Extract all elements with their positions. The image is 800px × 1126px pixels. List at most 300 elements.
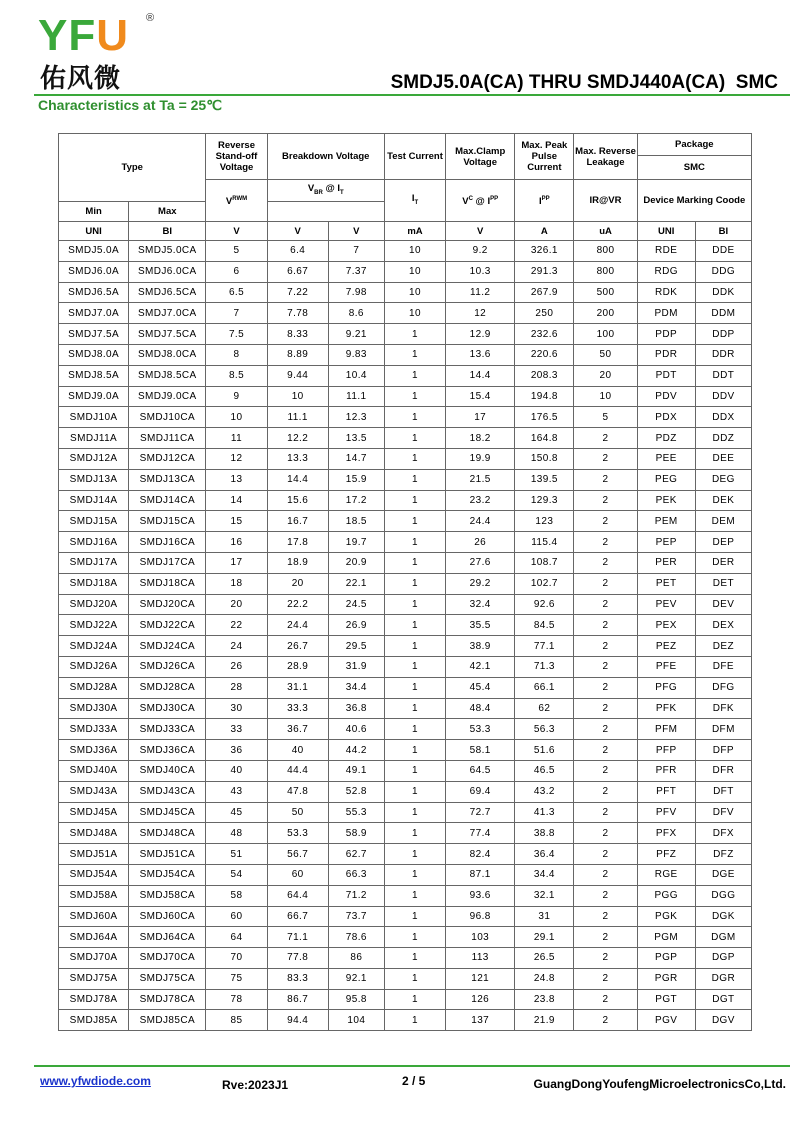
table-cell: DDV [695, 386, 751, 407]
table-cell: 51.6 [515, 740, 574, 761]
table-cell: 20 [574, 365, 637, 386]
table-cell: 35.5 [446, 615, 515, 636]
table-cell: 32.4 [446, 594, 515, 615]
table-cell: 12 [206, 448, 267, 469]
table-cell: 5 [574, 407, 637, 428]
table-cell: 5 [206, 241, 267, 262]
table-cell: 78 [206, 989, 267, 1010]
table-cell: 96.8 [446, 906, 515, 927]
table-cell: 10 [384, 241, 445, 262]
table-cell: SMDJ85CA [129, 1010, 206, 1031]
table-cell: DEZ [695, 636, 751, 657]
table-cell: 66.7 [267, 906, 328, 927]
unit-cell: A [515, 222, 574, 241]
table-cell: 2 [574, 989, 637, 1010]
table-row [59, 885, 752, 906]
table-cell: SMDJ51A [59, 844, 129, 865]
table-cell: 15 [206, 511, 267, 532]
table-row [59, 636, 752, 657]
table-cell: 2 [574, 428, 637, 449]
table-cell: 7 [328, 241, 384, 262]
table-cell: 108.7 [515, 552, 574, 573]
table-cell: 64 [206, 927, 267, 948]
table-row [59, 760, 752, 781]
table-cell: 11.1 [267, 407, 328, 428]
table-cell: 8 [206, 344, 267, 365]
table-cell: 1 [384, 906, 445, 927]
table-cell: 139.5 [515, 469, 574, 490]
table-cell: 26.5 [515, 948, 574, 969]
section-subtitle: Characteristics at Ta = 25℃ [38, 97, 222, 113]
table-cell: 31 [515, 906, 574, 927]
table-cell: SMDJ22CA [129, 615, 206, 636]
table-row [59, 968, 752, 989]
table-cell: DFK [695, 698, 751, 719]
table-cell: 10 [206, 407, 267, 428]
table-cell: 12.2 [267, 428, 328, 449]
table-row [59, 407, 752, 428]
table-cell: 126 [446, 989, 515, 1010]
table-cell: 75 [206, 968, 267, 989]
table-cell: SMDJ33A [59, 719, 129, 740]
table-cell: 2 [574, 740, 637, 761]
table-cell: 7.98 [328, 282, 384, 303]
table-cell: 1 [384, 469, 445, 490]
table-cell: 40 [267, 740, 328, 761]
table-cell: SMDJ17CA [129, 552, 206, 573]
table-cell: SMDJ60A [59, 906, 129, 927]
table-cell: 1 [384, 781, 445, 802]
table-cell: DEX [695, 615, 751, 636]
table-cell: 2 [574, 927, 637, 948]
table-cell: PDZ [637, 428, 695, 449]
table-cell: 194.8 [515, 386, 574, 407]
table-body [59, 241, 752, 1031]
table-cell: 15.6 [267, 490, 328, 511]
table-cell: 7.22 [267, 282, 328, 303]
table-cell: DDP [695, 324, 751, 345]
table-cell: 267.9 [515, 282, 574, 303]
table-cell: 17 [206, 552, 267, 573]
table-row [59, 802, 752, 823]
header-min: Min [59, 202, 129, 222]
table-cell: 176.5 [515, 407, 574, 428]
unit-cell: UNI [637, 222, 695, 241]
table-cell: SMDJ5.0CA [129, 241, 206, 262]
table-row [59, 448, 752, 469]
table-cell: 2 [574, 698, 637, 719]
table-cell: SMDJ43A [59, 781, 129, 802]
table-cell: 121 [446, 968, 515, 989]
table-cell: SMDJ48CA [129, 823, 206, 844]
table-cell: PFX [637, 823, 695, 844]
header-peak-pulse: Max. Peak Pulse Current [515, 134, 574, 180]
table-cell: 18.5 [328, 511, 384, 532]
table-cell: DGT [695, 989, 751, 1010]
table-cell: 1 [384, 968, 445, 989]
table-cell: 1 [384, 428, 445, 449]
table-row [59, 698, 752, 719]
table-cell: 14.4 [446, 365, 515, 386]
table-cell: 9.21 [328, 324, 384, 345]
table-cell: SMDJ36A [59, 740, 129, 761]
table-cell: 14.4 [267, 469, 328, 490]
table-cell: 21.5 [446, 469, 515, 490]
table-cell: SMDJ70CA [129, 948, 206, 969]
table-cell: 38.9 [446, 636, 515, 657]
table-row [59, 844, 752, 865]
table-cell: 10 [384, 303, 445, 324]
table-cell: 92.6 [515, 594, 574, 615]
table-row [59, 365, 752, 386]
table-cell: DET [695, 573, 751, 594]
table-cell: SMDJ28A [59, 677, 129, 698]
table-row [59, 552, 752, 573]
table-cell: 2 [574, 1010, 637, 1031]
table-cell: PGT [637, 989, 695, 1010]
table-cell: 1 [384, 594, 445, 615]
table-cell: 29.5 [328, 636, 384, 657]
table-cell: SMDJ15A [59, 511, 129, 532]
table-row [59, 948, 752, 969]
table-cell: 1 [384, 573, 445, 594]
table-cell: PDX [637, 407, 695, 428]
table-cell: 19.7 [328, 532, 384, 553]
table-cell: SMDJ24CA [129, 636, 206, 657]
header-it: $I_T$ [384, 180, 445, 222]
table-cell: SMDJ26A [59, 656, 129, 677]
table-cell: 10 [267, 386, 328, 407]
table-cell: 291.3 [515, 261, 574, 282]
header-reverse-standoff: Reverse Stand-off Voltage [206, 134, 267, 180]
table-cell: 29.2 [446, 573, 515, 594]
table-cell: 71.1 [267, 927, 328, 948]
table-cell: 500 [574, 282, 637, 303]
table-cell: 48.4 [446, 698, 515, 719]
table-cell: 208.3 [515, 365, 574, 386]
table-cell: RDE [637, 241, 695, 262]
table-row [59, 594, 752, 615]
table-cell: 10.4 [328, 365, 384, 386]
table-cell: PEK [637, 490, 695, 511]
table-cell: 15.4 [446, 386, 515, 407]
table-row [59, 532, 752, 553]
table-cell: 13.3 [267, 448, 328, 469]
table-cell: DDG [695, 261, 751, 282]
table-cell: 36.4 [515, 844, 574, 865]
table-cell: 86 [328, 948, 384, 969]
table-cell: 45 [206, 802, 267, 823]
table-row [59, 511, 752, 532]
page-number: 2 / 5 [402, 1074, 426, 1088]
logo-letter-y: Y [38, 11, 69, 60]
table-cell: 800 [574, 261, 637, 282]
table-cell: 115.4 [515, 532, 574, 553]
table-cell: SMDJ45CA [129, 802, 206, 823]
table-row [59, 781, 752, 802]
unit-cell: V [446, 222, 515, 241]
table-cell: PDM [637, 303, 695, 324]
table-cell: 250 [515, 303, 574, 324]
table-cell: PER [637, 552, 695, 573]
table-cell: 52.8 [328, 781, 384, 802]
table-cell: PET [637, 573, 695, 594]
table-cell: RDK [637, 282, 695, 303]
table-cell: 82.4 [446, 844, 515, 865]
table-cell: 2 [574, 948, 637, 969]
table-cell: RDG [637, 261, 695, 282]
table-cell: SMDJ10CA [129, 407, 206, 428]
table-cell: DFG [695, 677, 751, 698]
table-cell: 2 [574, 677, 637, 698]
table-cell: 42.1 [446, 656, 515, 677]
header-vrwm: $V^{RWM}$ [206, 180, 267, 222]
table-cell: SMDJ13A [59, 469, 129, 490]
table-cell: SMDJ78A [59, 989, 129, 1010]
table-cell: 7 [206, 303, 267, 324]
table-cell: 1 [384, 324, 445, 345]
table-cell: 64.5 [446, 760, 515, 781]
table-cell: 137 [446, 1010, 515, 1031]
table-cell: 36 [206, 740, 267, 761]
table-cell: 58.9 [328, 823, 384, 844]
unit-cell: V [206, 222, 267, 241]
table-cell: 200 [574, 303, 637, 324]
table-cell: 33.3 [267, 698, 328, 719]
table-cell: 1 [384, 864, 445, 885]
header-smc: SMC [637, 156, 751, 180]
table-cell: 14.7 [328, 448, 384, 469]
table-cell: RGE [637, 864, 695, 885]
table-cell: DDZ [695, 428, 751, 449]
table-cell: SMDJ33CA [129, 719, 206, 740]
table-cell: 2 [574, 573, 637, 594]
table-cell: 2 [574, 781, 637, 802]
table-cell: 1 [384, 740, 445, 761]
table-cell: 2 [574, 864, 637, 885]
logo-letter-f: F [68, 11, 97, 60]
table-cell: 1 [384, 823, 445, 844]
table-cell: SMDJ20A [59, 594, 129, 615]
table-cell: 77.1 [515, 636, 574, 657]
table-cell: 62 [515, 698, 574, 719]
table-cell: DFX [695, 823, 751, 844]
table-cell: 2 [574, 823, 637, 844]
header-test-current: Test Current [384, 134, 445, 180]
table-cell: 86.7 [267, 989, 328, 1010]
table-cell: SMDJ26CA [129, 656, 206, 677]
table-cell: SMDJ18CA [129, 573, 206, 594]
table-cell: 46.5 [515, 760, 574, 781]
table-cell: 36.8 [328, 698, 384, 719]
table-cell: 62.7 [328, 844, 384, 865]
table-cell: 34.4 [328, 677, 384, 698]
table-row [59, 282, 752, 303]
table-cell: 53.3 [446, 719, 515, 740]
table-cell: 113 [446, 948, 515, 969]
table-cell: 1 [384, 552, 445, 573]
table-cell: 93.6 [446, 885, 515, 906]
table-cell: 21.9 [515, 1010, 574, 1031]
header-max: Max [129, 202, 206, 222]
table-cell: 8.5 [206, 365, 267, 386]
table-cell: SMDJ78CA [129, 989, 206, 1010]
table-cell: SMDJ18A [59, 573, 129, 594]
table-cell: 1 [384, 719, 445, 740]
header-package: Package [637, 134, 751, 156]
table-row [59, 324, 752, 345]
table-cell: SMDJ30A [59, 698, 129, 719]
table-cell: SMDJ28CA [129, 677, 206, 698]
table-cell: 1 [384, 698, 445, 719]
table-cell: 11 [206, 428, 267, 449]
unit-cell: V [267, 222, 328, 241]
table-cell: 29.1 [515, 927, 574, 948]
table-cell: 26.9 [328, 615, 384, 636]
table-cell: SMDJ8.5A [59, 365, 129, 386]
table-cell: 50 [267, 802, 328, 823]
company-name: GuangDongYoufengMicroelectronicsCo,Ltd. [533, 1077, 786, 1091]
table-cell: 1 [384, 344, 445, 365]
table-cell: 326.1 [515, 241, 574, 262]
table-cell: 34.4 [515, 864, 574, 885]
unit-cell: mA [384, 222, 445, 241]
table-cell: 38.8 [515, 823, 574, 844]
table-cell: SMDJ43CA [129, 781, 206, 802]
table-cell: 26.7 [267, 636, 328, 657]
table-cell: SMDJ54A [59, 864, 129, 885]
registered-mark: ® [146, 12, 155, 24]
table-cell: SMDJ6.0CA [129, 261, 206, 282]
table-cell: SMDJ17A [59, 552, 129, 573]
table-cell: 103 [446, 927, 515, 948]
table-cell: SMDJ40A [59, 760, 129, 781]
table-cell: 1 [384, 1010, 445, 1031]
unit-cell: BI [129, 222, 206, 241]
table-cell: DEM [695, 511, 751, 532]
table-row [59, 719, 752, 740]
table-cell: PFP [637, 740, 695, 761]
table-cell: 102.7 [515, 573, 574, 594]
table-cell: 51 [206, 844, 267, 865]
table-cell: 1 [384, 615, 445, 636]
table-cell: PDR [637, 344, 695, 365]
table-cell: 8.33 [267, 324, 328, 345]
table-cell: 16 [206, 532, 267, 553]
table-cell: SMDJ75A [59, 968, 129, 989]
table-cell: 1 [384, 656, 445, 677]
table-cell: DGK [695, 906, 751, 927]
unit-cell: uA [574, 222, 637, 241]
table-cell: 104 [328, 1010, 384, 1031]
table-cell: 64.4 [267, 885, 328, 906]
table-cell: 24.4 [446, 511, 515, 532]
table-cell: 220.6 [515, 344, 574, 365]
table-cell: PFM [637, 719, 695, 740]
table-cell: PDP [637, 324, 695, 345]
table-cell: SMDJ14CA [129, 490, 206, 511]
header-vbr: $V_{BR}$ @ $I_T$ [267, 180, 384, 202]
table-cell: 92.1 [328, 968, 384, 989]
table-cell: 10 [574, 386, 637, 407]
table-cell: 1 [384, 927, 445, 948]
table-cell: 13 [206, 469, 267, 490]
document-title: SMDJ5.0A(CA) THRU SMDJ440A(CA) SMC [390, 72, 778, 93]
footer-divider [34, 1065, 790, 1067]
table-cell: 66.3 [328, 864, 384, 885]
table-cell: SMDJ6.5A [59, 282, 129, 303]
table-cell: SMDJ48A [59, 823, 129, 844]
table-cell: 58.1 [446, 740, 515, 761]
table-cell: SMDJ70A [59, 948, 129, 969]
table-cell: SMDJ7.5A [59, 324, 129, 345]
table-cell: 6.4 [267, 241, 328, 262]
table-cell: 26 [206, 656, 267, 677]
website-link[interactable]: www.yfwdiode.com [40, 1074, 151, 1088]
table-cell: PFR [637, 760, 695, 781]
table-cell: 1 [384, 448, 445, 469]
table-cell: 87.1 [446, 864, 515, 885]
table-cell: 84.5 [515, 615, 574, 636]
table-cell: 28 [206, 677, 267, 698]
table-cell: 2 [574, 448, 637, 469]
table-cell: DGE [695, 864, 751, 885]
table-cell: SMDJ11CA [129, 428, 206, 449]
table-row [59, 428, 752, 449]
table-row [59, 615, 752, 636]
table-cell: DGP [695, 948, 751, 969]
revision-label: Rve:2023J1 [222, 1078, 289, 1092]
table-cell: 77.8 [267, 948, 328, 969]
table-cell: SMDJ14A [59, 490, 129, 511]
table-cell: 94.4 [267, 1010, 328, 1031]
table-cell: 1 [384, 386, 445, 407]
table-cell: DFV [695, 802, 751, 823]
table-cell: PGR [637, 968, 695, 989]
table-cell: 22 [206, 615, 267, 636]
table-cell: 1 [384, 636, 445, 657]
table-cell: 73.7 [328, 906, 384, 927]
table-cell: 15.9 [328, 469, 384, 490]
table-cell: PFZ [637, 844, 695, 865]
table-cell: 1 [384, 365, 445, 386]
table-cell: 24.4 [267, 615, 328, 636]
table-cell: 27.6 [446, 552, 515, 573]
table-cell: SMDJ8.0A [59, 344, 129, 365]
company-logo [38, 11, 155, 94]
table-cell: PFT [637, 781, 695, 802]
table-cell: DDX [695, 407, 751, 428]
table-cell: PDV [637, 386, 695, 407]
table-cell: DDT [695, 365, 751, 386]
characteristics-table [58, 133, 752, 1031]
table-cell: SMDJ7.5CA [129, 324, 206, 345]
table-cell: 1 [384, 532, 445, 553]
table-cell: 6 [206, 261, 267, 282]
table-cell: 1 [384, 844, 445, 865]
table-cell: 22.1 [328, 573, 384, 594]
unit-cell: BI [695, 222, 751, 241]
table-cell: 71.3 [515, 656, 574, 677]
table-cell: 2 [574, 656, 637, 677]
header-reverse-leakage: Max. Reverse Leakage [574, 134, 637, 180]
table-cell: 11.1 [328, 386, 384, 407]
table-cell: SMDJ9.0A [59, 386, 129, 407]
table-cell: DGG [695, 885, 751, 906]
table-cell: 232.6 [515, 324, 574, 345]
table-cell: DDE [695, 241, 751, 262]
table-cell: 2 [574, 719, 637, 740]
